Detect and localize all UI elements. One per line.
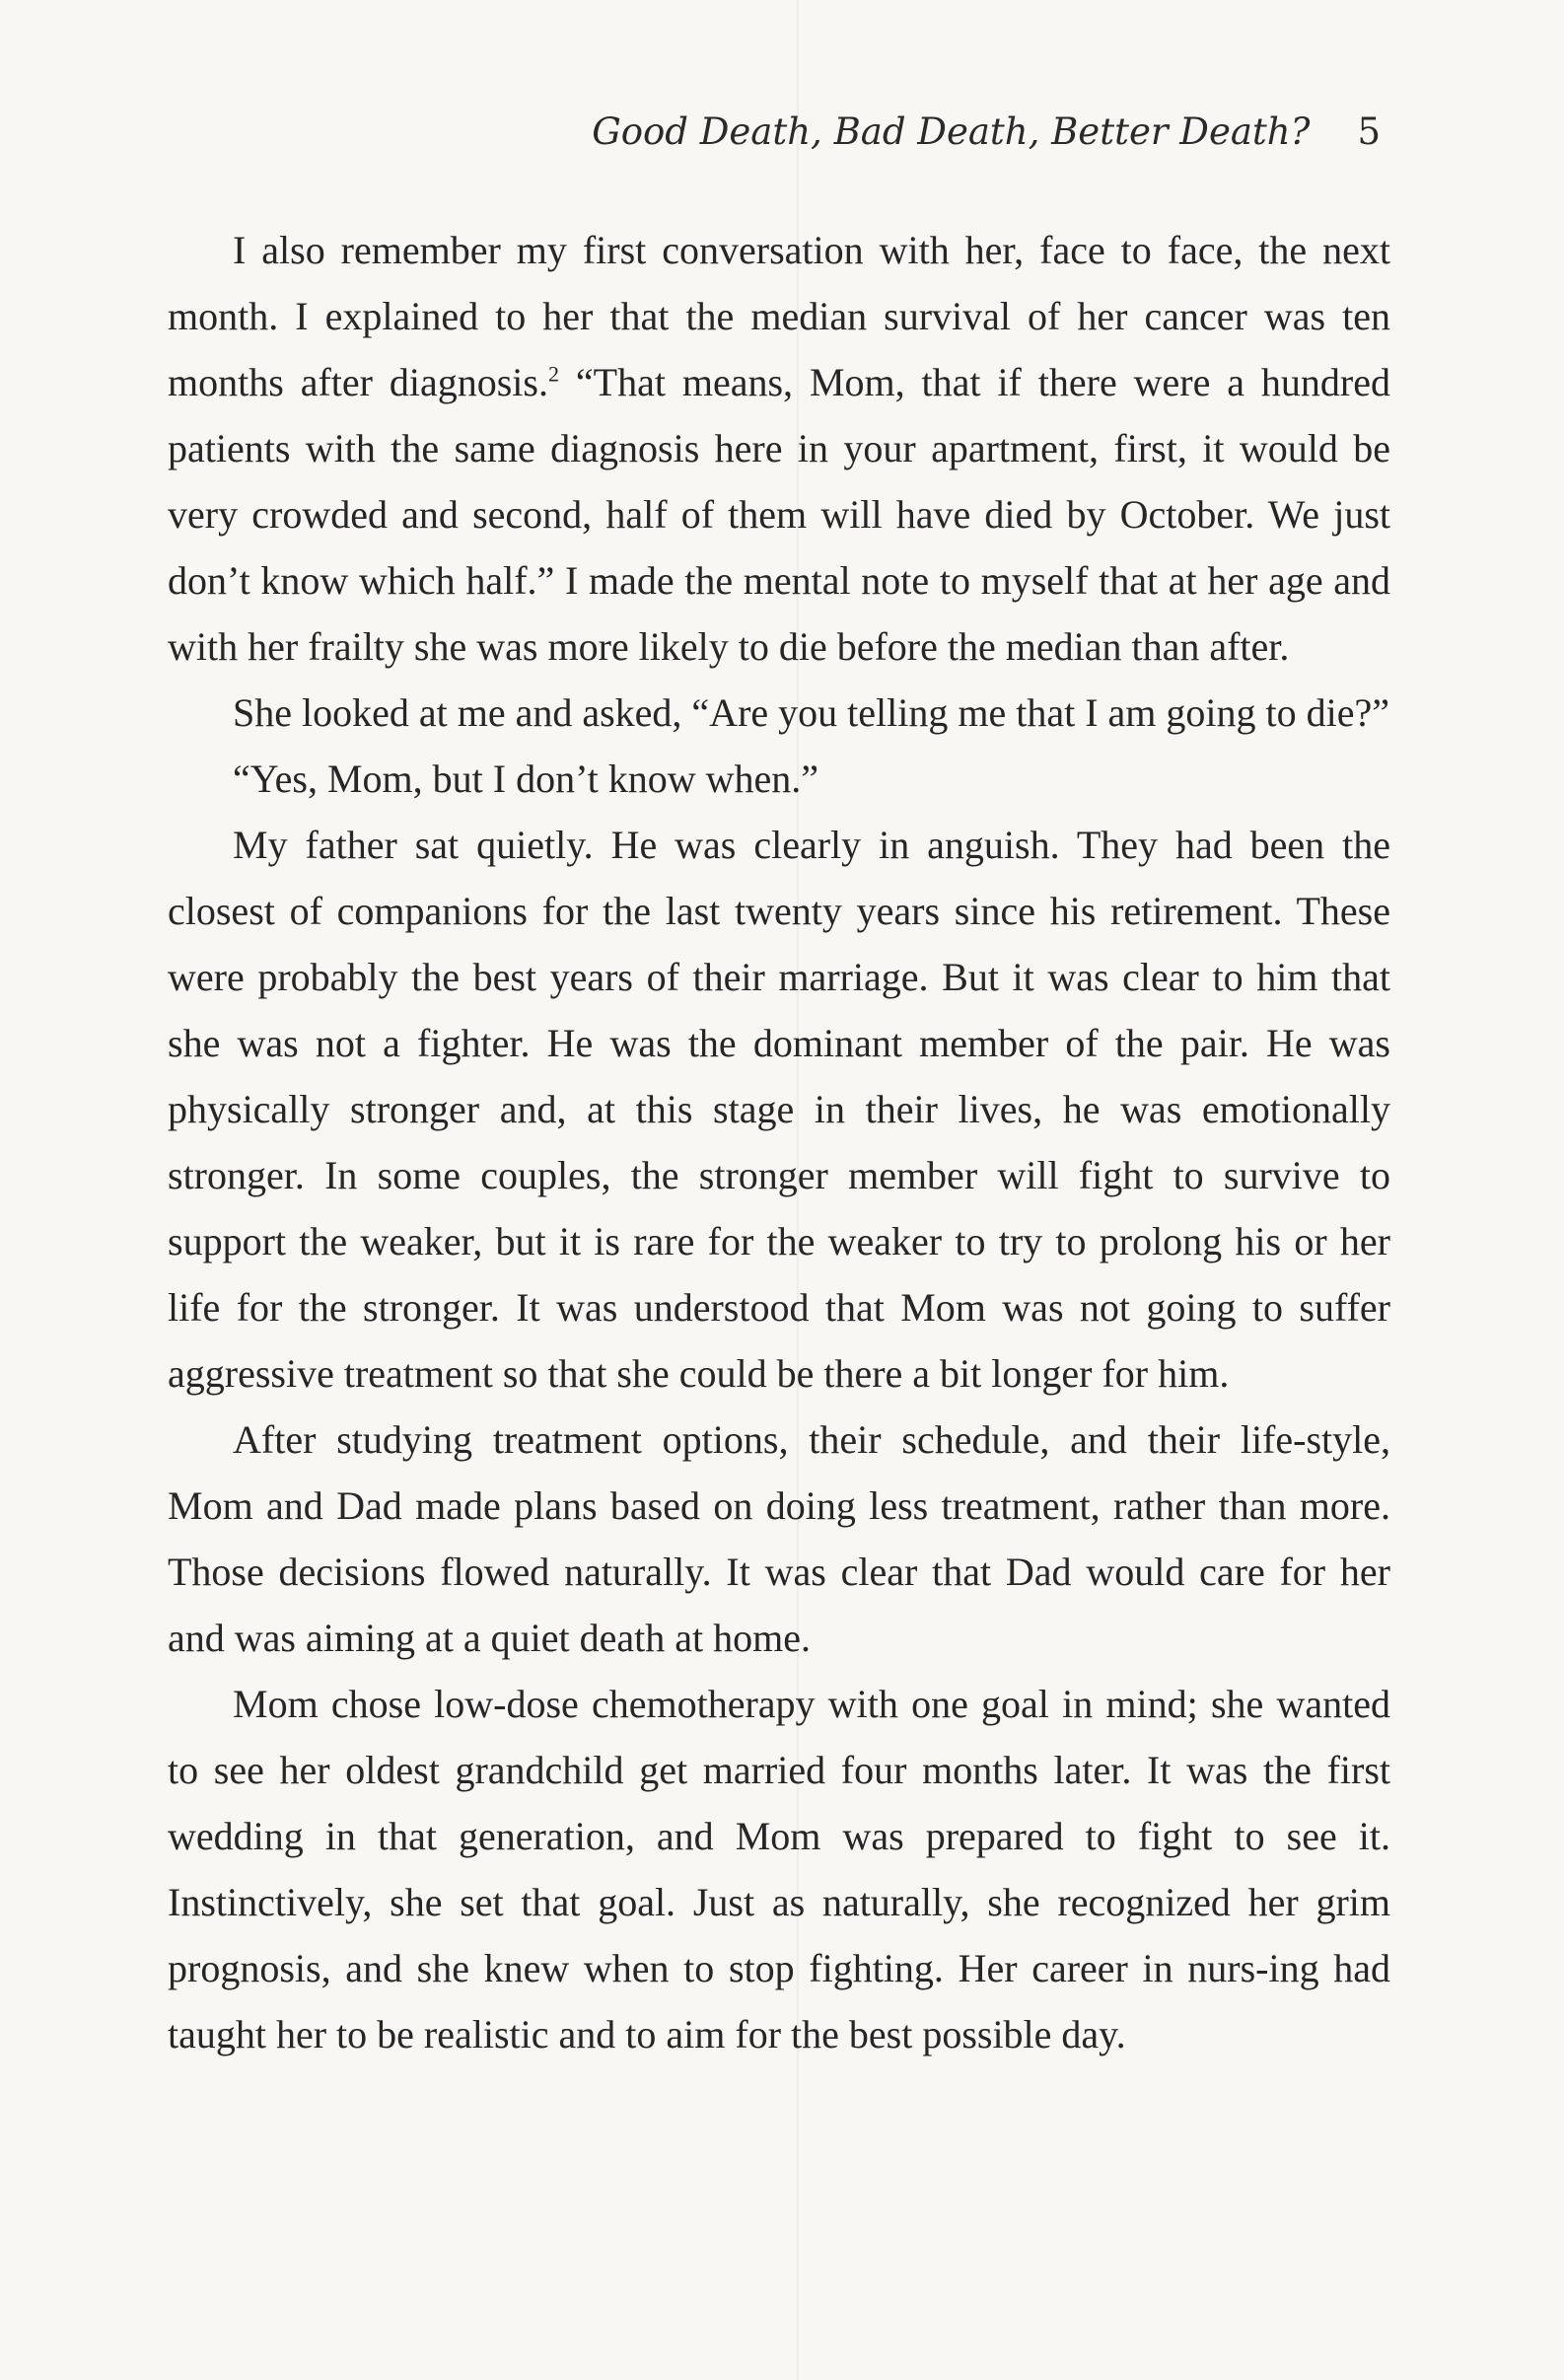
paragraph: Mom chose low-dose chemotherapy with one goal in mind; she wanted to see her oldest grandchild get married four months later. It was the first wedding in that generation, and Mom was prepared to fight to see it. Instinctively, she set that goal. Just as naturally, she recognized her grim prognosis, and she knew when to stop fighting. Her career in nurs-ing had taught her to be realistic and to aim for the best possible day. [168, 1682, 1390, 2056]
paragraph-text: I also remember my first conversation with her, face to face, the next month. I explained to her that the median survival of her cancer was ten months after diagnosis. [168, 228, 1390, 404]
paragraph: My father sat quietly. He was clearly in anguish. They had been the closest of companions for the last twenty years since his retirement. These were probably the best years of their marriage. But it was clear to him that she was not a fighter. He was the dominant member of the pair. He was physically stronger and, at this stage in their lives, he was emotionally stronger. In some couples, the stronger member will fight to survive to support the weaker, but it is rare for the weaker to try to prolong his or her life for the stronger. It was understood that Mom was not going to suffer aggressive treatment so that she could be there a bit longer for him. [168, 823, 1390, 1396]
paragraph: “Yes, Mom, but I don’t know when.” [233, 757, 819, 801]
paragraph: She looked at me and asked, “Are you telling me that I am going to die?” [233, 690, 1389, 735]
paragraph: After studying treatment options, their schedule, and their life-style, Mom and Dad made plans based on doing less treatment, rather than more. Those decisions flowed naturally. It was clear that Dad would care for her and was aiming at a quiet death at home. [168, 1417, 1390, 1660]
running-head [592, 110, 1381, 153]
paragraph [168, 217, 1390, 680]
running-head-title: Good Death, Bad Death, Better Death? [592, 110, 1311, 153]
body-text [168, 217, 1390, 2067]
paragraph-text: “That means, Mom, that if there were a hundred patients with the same diagnosis here in your apartment, first, it would be very crowded and second, half of them will have died by October. We just don’t know which half.” I made the mental note to myself that at her age and with her frailty she was more likely to die before the median than after. [168, 360, 1391, 669]
footnote-reference: 2 [548, 361, 559, 387]
page-number: 5 [1357, 110, 1381, 153]
